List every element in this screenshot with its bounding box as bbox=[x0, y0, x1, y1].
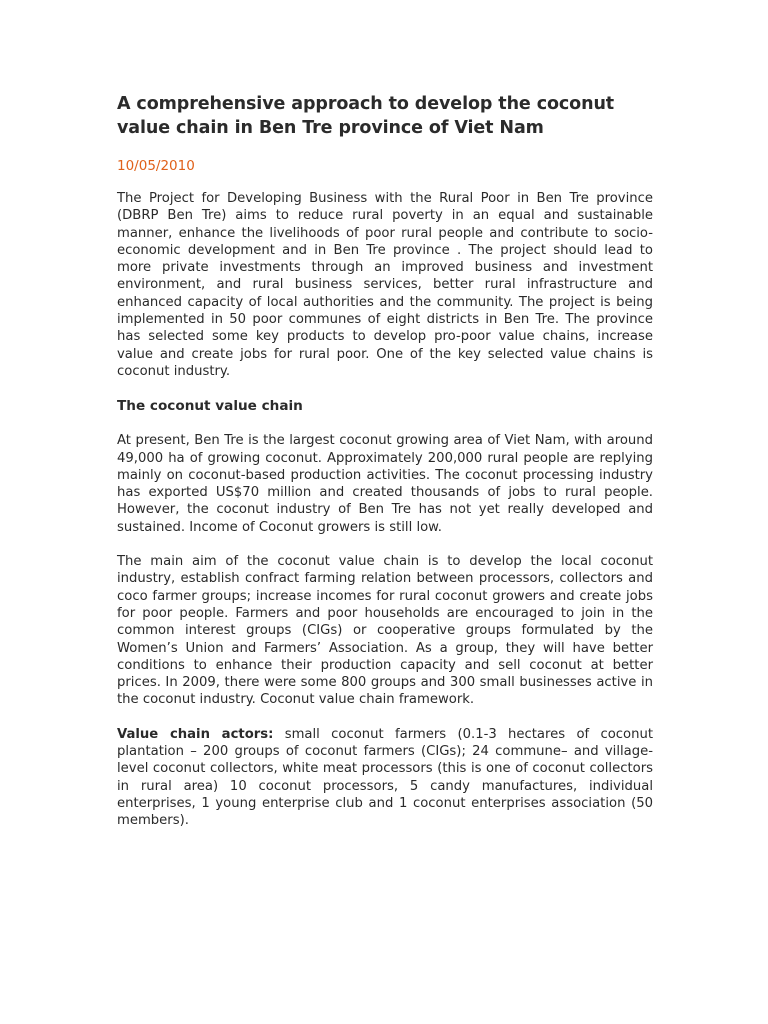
intro-paragraph: The Project for Developing Business with the Rural Poor in Ben Tre province (DBRP Ben Tre) aims to reduce rural poverty in an equal and sustainable manner, enhance the livelihoods of poor rural people and contribute to socio-economic development and in Ben Tre province . The project should lead to more private investments through an improved business and investment environment, and rural business services, better rural infrastructure and enhanced capacity of local authorities and the community. The project is being implemented in 50 poor communes of eight districts in Ben Tre. The province has selected some key products to develop pro-poor value chains, increase value and create jobs for rural poor. One of the key selected value chains is coconut industry. bbox=[117, 191, 653, 379]
actors-text: small coconut farmers (0.1-3 hectares of coconut plantation – 200 groups of coconut farmers (CIGs); 24 commune– and village-level coconut collectors, white meat processors (this is one of coconut collectors in rural area) 10 coconut processors, 5 candy manufactures, individual enterprises, 1 young enterprise club and 1 coconut enterprises association (50 members). bbox=[117, 726, 653, 829]
aim-paragraph: The main aim of the coconut value chain is to develop the local coconut industry, establish confract farming relation between processors, collectors and coco farmer groups; increase incomes for rural coconut growers and create jobs for poor people. Farmers and poor households are encouraged to join in the common interest groups (CIGs) or cooperative groups formulated by the Women’s Union and Farmers’ Association. As a group, they will have better conditions to enhance their production capacity and sell coconut at better prices. In 2009, there were some 800 groups and 300 small businesses active in the coconut industry. Coconut value chain framework. bbox=[117, 554, 653, 708]
section-heading: The coconut value chain bbox=[117, 398, 303, 415]
actors-paragraph bbox=[117, 726, 653, 830]
actors-label: Value chain actors: bbox=[117, 726, 274, 742]
article-title: A comprehensive approach to develop the coconut value chain in Ben Tre province of Viet Nam bbox=[117, 94, 615, 138]
present-paragraph: At present, Ben Tre is the largest coconut growing area of Viet Nam, with around 49,000 ha of growing coconut. Approximately 200,000 rural people are replying mainly on coconut-based production activities. The coconut processing industry has exported US$70 million and created thousands of jobs to rural people. However, the coconut industry of Ben Tre has not yet really developed and sustained. Income of Coconut growers is still low. bbox=[117, 433, 653, 535]
article-date: 10/05/2010 bbox=[117, 158, 195, 174]
article bbox=[117, 92, 653, 830]
